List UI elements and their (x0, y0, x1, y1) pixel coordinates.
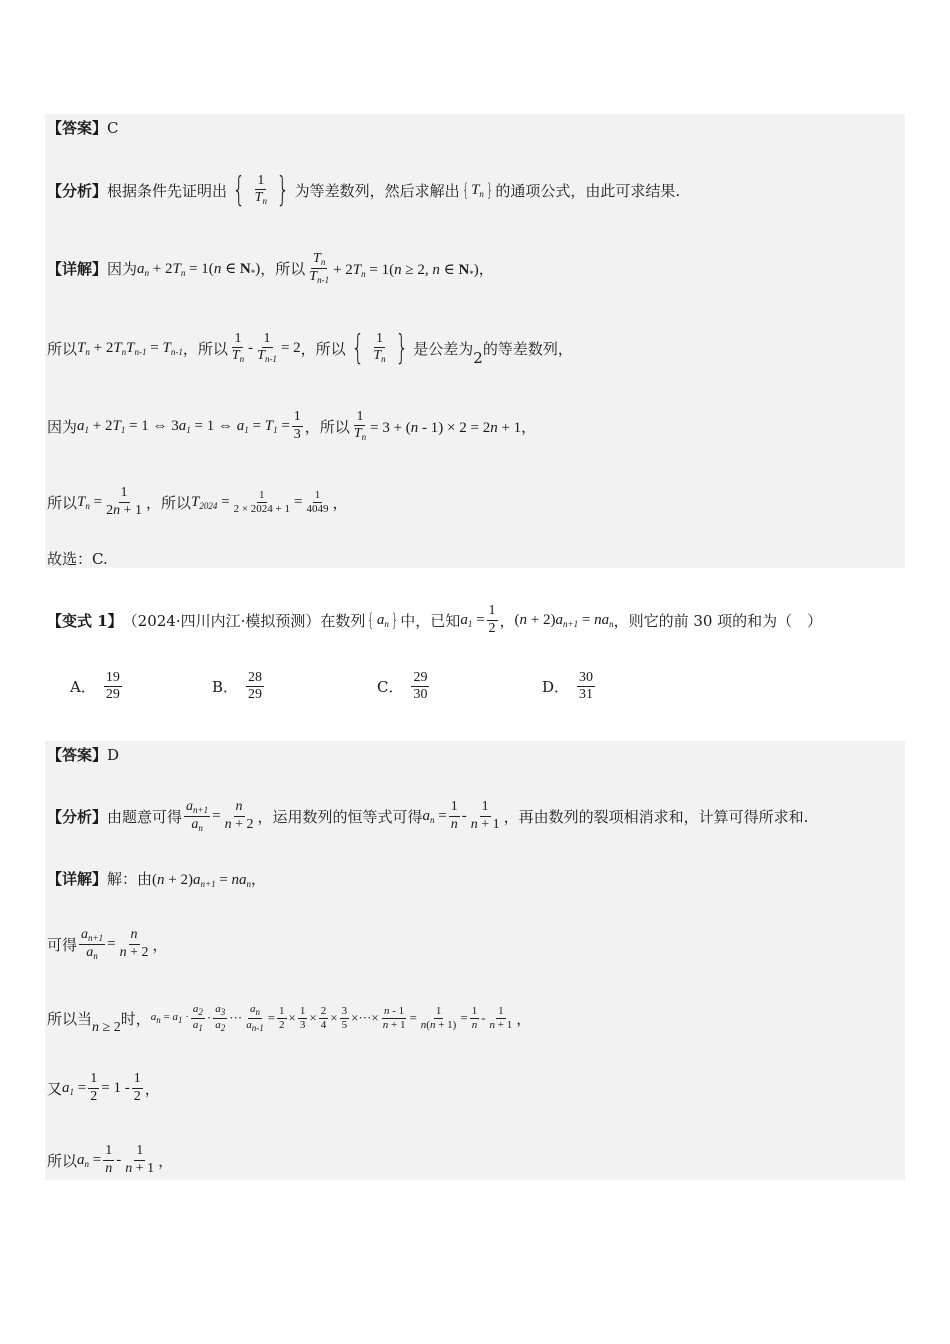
formula: $a_n = a_1$ · (150, 1011, 189, 1025)
formula-fraction: $\frac{a_3}{a_2}$ (215, 1003, 226, 1033)
option-b[interactable] (212, 670, 266, 703)
formula: $(n + 2)a_{n+1} = na_n$ (514, 611, 614, 629)
formula: $a_1$ = (62, 1079, 87, 1097)
formula-fraction: $\frac{1}{2n + 1}$ (106, 485, 142, 518)
formula-fraction: $\frac{a_2}{a_1}$ (192, 1003, 203, 1033)
formula-fraction: $\frac{n}{n + 2}$ (119, 927, 149, 960)
formula: $a_n + 2T_n = 1(n$ ∈ $N_*$) (137, 260, 261, 278)
option-fraction (577, 670, 595, 703)
formula: n ≥ 2 (92, 1020, 121, 1035)
formula-fraction: $\frac{2}{4}$ (320, 1004, 327, 1031)
formula-tn: $T_n$ (471, 181, 484, 199)
answer-line-1 (47, 117, 119, 138)
formula-fraction: $\frac{1}{T_n}$ (373, 331, 386, 365)
option-label: B． (212, 678, 239, 697)
option-fraction (104, 670, 122, 703)
left-brace: { (232, 170, 246, 210)
detail-text: 的等差数列， (482, 339, 573, 358)
analysis-text-c: 的通项公式，由此可求结果. (495, 181, 681, 200)
left-brace: { (367, 609, 375, 631)
detail-text: 解：由 (107, 870, 153, 888)
option-label: A． (70, 678, 96, 697)
formula-fraction: $\frac{n - 1}{n + 1}$ (382, 1004, 406, 1031)
detail-line-1 (47, 242, 494, 294)
detail-text: ，所以 (145, 493, 191, 512)
formula-fraction: $\frac{1}{2}$ (90, 1071, 98, 1104)
analysis-text-a: 根据条件先证明出 (107, 181, 228, 200)
right-brace: } (276, 170, 290, 210)
detail-text: ，所以 (300, 339, 346, 358)
answer-tag: 【答案】 (47, 746, 108, 764)
denominator: 30 (413, 687, 428, 703)
right-brace: } (394, 328, 408, 368)
formula-fraction: $\frac{1}{T_n}$ (353, 409, 367, 443)
choose-text: 故选：C. (47, 550, 108, 568)
left-brace: { (461, 179, 469, 201)
analysis-text-a: 由题意可得 (107, 807, 183, 826)
formula-fraction: $\frac{1}{n}$ (471, 1004, 478, 1031)
analysis-text-c: ，再由数列的裂项相消求和，计算可得所求和. (503, 807, 809, 826)
formula: $a_1 + 2T_1 = 1$ ⇔ $3a_1 = 1$ ⇔ $a_1 = T_1$ = (77, 417, 290, 435)
denominator: 29 (248, 687, 263, 703)
detail-line-9: 所以 $a_n$ = $\frac{1}{n}$ - $\frac{1}{n + 1}$ ， (47, 1143, 174, 1176)
formula-an: $a_n$ (376, 611, 389, 629)
formula-fraction: $\frac{3}{5}$ (341, 1004, 348, 1031)
numerator: 19 (104, 670, 122, 687)
formula-fraction: $\frac{1}{2}$ (488, 603, 496, 636)
detail-text: 因为 (47, 417, 78, 436)
formula-fraction: $\frac{1}{3}$ (299, 1004, 306, 1031)
formula-fraction: $\frac{n}{n + 2}$ (224, 799, 254, 832)
answer-value: D (107, 745, 120, 764)
option-label: C． (377, 678, 404, 697)
variant-text: ，则它的前 30 项的和为（ ） (613, 611, 823, 630)
numerator: 28 (246, 670, 264, 687)
detail-text: 所以当 (47, 1009, 93, 1028)
detail-text: 是公差为 (413, 339, 474, 358)
detail-line-8: 又 $a_1$ = $\frac{1}{2}$ = 1 - $\frac{1}{2}$ ， (47, 1071, 160, 1104)
detail-line-3 (47, 400, 536, 452)
formula-fraction: $\frac{1}{T_{n-1}}$ (257, 331, 277, 365)
detail-text: 时， (120, 1009, 151, 1028)
formula: = 3 + (n - 1) × 2 = 2n + 1， (370, 419, 537, 436)
detail-tag: 【详解】 (47, 870, 108, 888)
analysis-tag: 【分析】 (47, 181, 108, 200)
detail-line-2: 所以 $T_n + 2T_nT_{n-1} = T_{n-1}$ ，所以 $\frac{1}{T_n}$ - $\frac{1}{T_{n-1}}$ = 2 ，所以 { $\frac{1}{T_n}$ } 是公差为 2 的等差数列， (47, 328, 573, 368)
detail-text: 又 (47, 1079, 63, 1098)
detail-text: 所以 (47, 493, 78, 512)
analysis-text-b: 为等差数列，然后求解出 (294, 181, 460, 200)
right-brace: } (391, 609, 399, 631)
denominator: 29 (105, 687, 120, 703)
variant-question: 【变式 1】 （2024·四川内江·模拟预测）在数列 { $a_n$ } 中，已知 $a_1$ = $\frac{1}{2}$ ， $(n + 2)a_{n+1} = na_n$ ，则它的前 30 项的和为（ ） (47, 603, 823, 636)
formula-fraction: $\frac{1}{T_n}$ (254, 173, 267, 207)
formula-fraction: $\frac{1}{n}$ (450, 799, 458, 832)
formula-fraction: $\frac{a_{n+1}}{a_n}$ (81, 927, 104, 961)
formula-fraction: $\frac{T_n}{T_{n-1}}$ (309, 251, 330, 285)
option-c[interactable] (377, 670, 431, 703)
variant-tag: 【变式 1】 (47, 611, 123, 630)
detail-line-7: 所以当 n ≥ 2 时， $a_n = a_1$ · $\frac{a_2}{a_1}$ · $\frac{a_3}{a_2}$ ··· $\frac{a_n}{a_{n-1}}$ = $\frac{1}{2}$ × $\frac{1}{3}$ × $\frac{2}{4}$ × $\frac{3}{5}$ ×···× $\frac{n - 1}{n + 1}$ = $\frac{1}{n(n + 1)}$ = $\frac{1}{n}$ - $\frac{1}{n + 1}$ ， (47, 1003, 532, 1035)
option-label: D． (542, 678, 570, 697)
numerator: 29 (411, 670, 429, 687)
numerator: 30 (577, 670, 595, 687)
analysis-tag: 【分析】 (47, 807, 108, 826)
detail-tag: 【详解】 (47, 259, 108, 278)
formula: $T_n + 2T_nT_{n-1} = T_{n-1}$ (77, 339, 183, 357)
detail-text: ，所以 (304, 417, 350, 436)
formula: $a_n$ = (77, 1151, 102, 1169)
analysis-line-1 (47, 160, 680, 220)
formula-fraction: $\frac{1}{4049}$ (306, 488, 329, 515)
denominator: 31 (579, 687, 594, 703)
formula-fraction: $\frac{1}{n}$ (105, 1143, 113, 1176)
option-fraction (411, 670, 429, 703)
detail-text: 所以 (47, 1151, 78, 1170)
formula-fraction: $\frac{1}{2}$ (279, 1004, 285, 1031)
answer-value: C (107, 118, 119, 137)
formula-fraction: $\frac{1}{n + 1}$ (125, 1143, 155, 1176)
formula: + $2T_n = 1(n \ge 2$, n ∈ $N_*$)， (333, 261, 494, 279)
formula: $a_1$ = (460, 611, 485, 629)
detail-text: ，所以 (182, 339, 228, 358)
left-brace: { (351, 328, 364, 368)
formula-fraction: $\frac{1}{2 \times 2024 + 1}$ (233, 488, 290, 515)
detail-line-5 (47, 868, 266, 889)
choose-line-1 (47, 548, 108, 569)
formula: $T_n$ = (77, 493, 103, 511)
option-d[interactable] (542, 670, 597, 703)
analysis-line-2: 【分析】 由题意可得 $\frac{a_{n+1}}{a_n}$ = $\frac{n}{n + 2}$ ，运用数列的恒等式可得 $a_n$ = $\frac{1}{n}$ - $\frac{1}{n + 1}$ ，再由数列的裂项相消求和，计算可得所求和. (47, 799, 809, 833)
detail-text: 所以 (47, 339, 78, 358)
analysis-text-b: ，运用数列的恒等式可得 (257, 807, 423, 826)
detail-value: 2 (473, 349, 483, 367)
formula-fraction: $\frac{1}{3}$ (293, 409, 301, 442)
detail-text: ，所以 (260, 259, 306, 278)
detail-line-4: 所以 $T_n$ = $\frac{1}{2n + 1}$ ，所以 $T_{2024}$ = $\frac{1}{2 \times 2024 + 1}$ = $\frac{1}{4049}$ ， (47, 485, 348, 518)
formula-fraction: $\frac{a_{n+1}}{a_n}$ (186, 799, 209, 833)
formula-fraction: $\frac{1}{n(n + 1)}$ (420, 1004, 457, 1031)
formula: $T_{2024}$ = (191, 493, 230, 511)
right-brace: } (486, 179, 494, 201)
formula: $a_n$ = (422, 807, 447, 825)
variant-text: 中，已知 (400, 611, 461, 630)
variant-source: （2024·四川内江·模拟预测）在数列 (122, 611, 366, 630)
detail-text: 可得 (47, 935, 78, 954)
option-fraction (246, 670, 264, 703)
detail-line-6: 可得 $\frac{a_{n+1}}{a_n}$ = $\frac{n}{n + 2}$ ， (47, 927, 168, 961)
answer-line-2 (47, 744, 119, 765)
formula-fraction: $\frac{1}{2}$ (133, 1071, 141, 1104)
detail-text: 因为 (107, 259, 138, 278)
formula-fraction: $\frac{1}{n + 1}$ (470, 799, 500, 832)
formula-fraction: $\frac{1}{T_n}$ (231, 331, 245, 365)
option-a[interactable] (70, 670, 124, 703)
formula-fraction: $\frac{1}{n + 1}$ (489, 1004, 513, 1031)
formula-fraction: $\frac{a_n}{a_{n-1}}$ (246, 1003, 264, 1033)
answer-tag: 【答案】 (47, 119, 108, 137)
formula: $(n + 2)a_{n+1} = na_n$， (152, 872, 267, 889)
